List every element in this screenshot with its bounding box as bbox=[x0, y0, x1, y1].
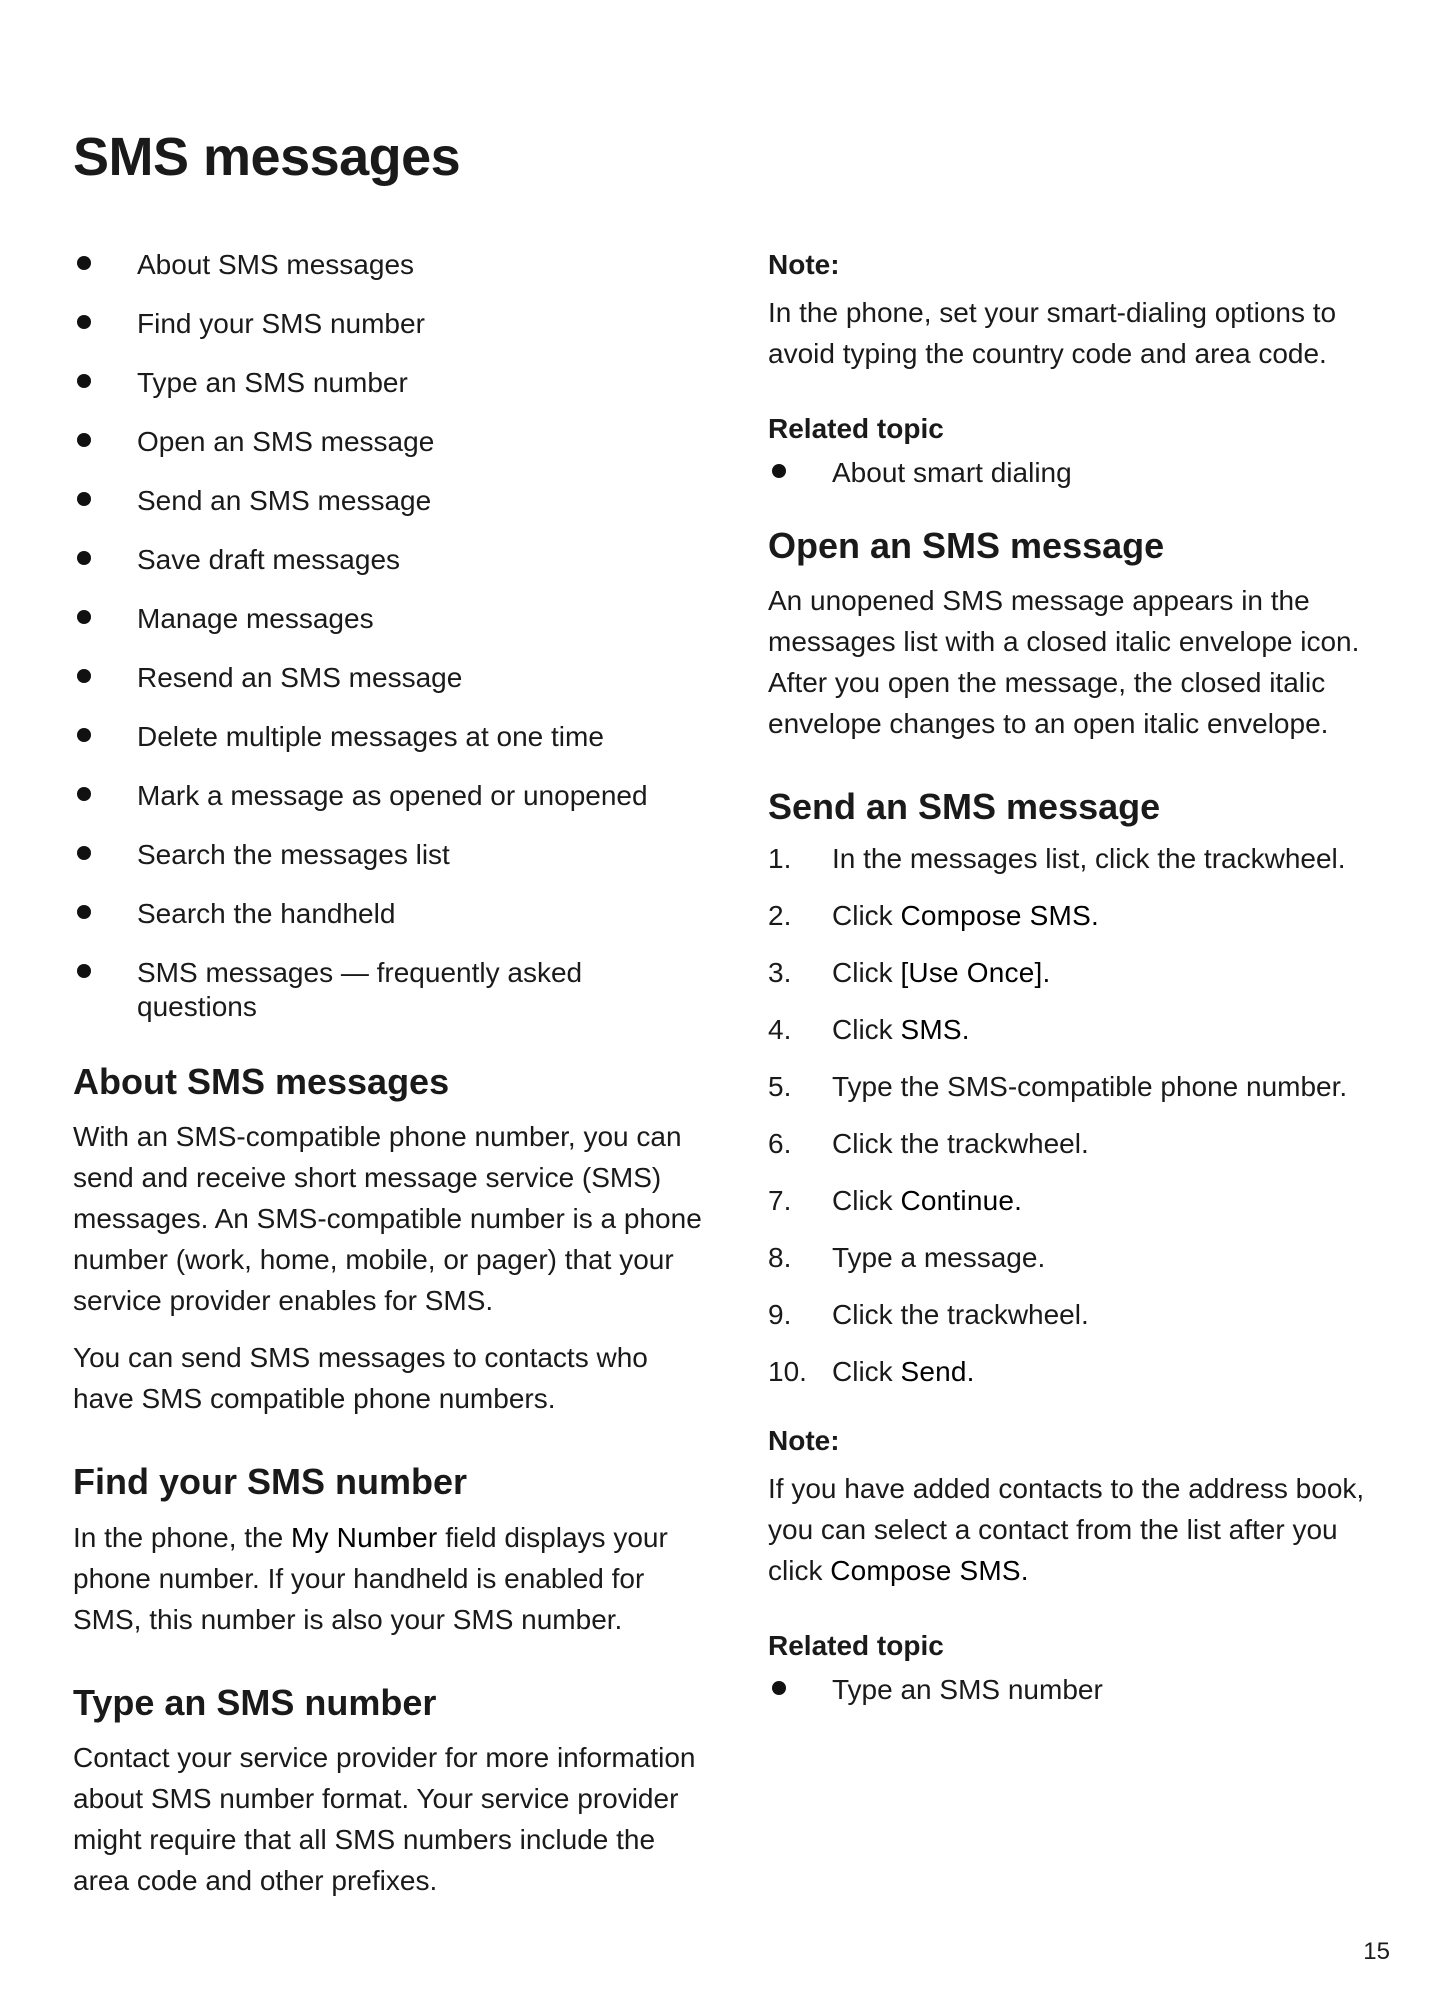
step-item bbox=[768, 1127, 1368, 1161]
open-heading: Open an SMS message bbox=[768, 525, 1165, 566]
step-number: 6. bbox=[768, 1127, 792, 1159]
related-topic-2 bbox=[768, 1629, 1368, 1707]
bullet-icon bbox=[77, 846, 91, 860]
related-topic-1-label: Related topic bbox=[768, 413, 944, 444]
toc-item-label: Mark a message as opened or unopened bbox=[137, 780, 648, 811]
bullet-icon bbox=[77, 315, 91, 329]
step-number: 10. bbox=[768, 1355, 807, 1387]
step-item bbox=[768, 1070, 1368, 1104]
step-number: 7. bbox=[768, 1184, 792, 1216]
step-term: [Use Once]. bbox=[900, 956, 1051, 988]
about-section bbox=[73, 1061, 703, 1419]
right-column bbox=[768, 248, 1368, 1732]
step-text: Click bbox=[832, 956, 901, 988]
step-text: Type the SMS-compatible phone number. bbox=[832, 1070, 1348, 1102]
toc-item[interactable] bbox=[73, 838, 703, 872]
bullet-icon bbox=[77, 551, 91, 565]
bullet-icon bbox=[772, 1681, 786, 1695]
step-term: Continue. bbox=[900, 1184, 1023, 1216]
type-paragraph: Contact your service provider for more information about SMS number format. Your service provider might require that all SMS numbers include the area code and other prefixes. bbox=[73, 1742, 696, 1897]
toc-item-label: Type an SMS number bbox=[137, 367, 408, 398]
bullet-icon bbox=[77, 433, 91, 447]
step-item bbox=[768, 1184, 1368, 1218]
toc-item-label: About SMS messages bbox=[137, 249, 415, 280]
open-section bbox=[768, 525, 1368, 744]
related-topic-1-item: About smart dialing bbox=[832, 457, 1072, 488]
toc-item[interactable] bbox=[73, 602, 703, 636]
page-title: SMS messages bbox=[73, 127, 461, 187]
related-topic-2-item: Type an SMS number bbox=[832, 1673, 1103, 1705]
toc-item[interactable] bbox=[73, 543, 703, 577]
step-item bbox=[768, 1013, 1368, 1047]
related-topic-1-list bbox=[768, 456, 1368, 490]
type-heading: Type an SMS number bbox=[73, 1681, 437, 1723]
find-section bbox=[73, 1461, 703, 1639]
bullet-icon bbox=[77, 610, 91, 624]
note-2-text-before: If you have added contacts to the address book, you can select a contact from the list after you click bbox=[768, 1472, 1365, 1586]
send-heading: Send an SMS message bbox=[768, 786, 1161, 828]
step-text: In the messages list, click the trackwheel. bbox=[832, 842, 1346, 874]
step-item bbox=[768, 956, 1368, 990]
type-section bbox=[73, 1682, 703, 1901]
note-1 bbox=[768, 248, 1368, 374]
step-term: Compose SMS. bbox=[900, 899, 1099, 931]
step-text: Click the trackwheel. bbox=[832, 1127, 1089, 1159]
about-heading: About SMS messages bbox=[73, 1061, 450, 1102]
toc-item-label: Delete multiple messages at one time bbox=[137, 721, 604, 752]
bullet-icon bbox=[77, 728, 91, 742]
related-topic-link[interactable] bbox=[768, 456, 1368, 490]
step-number: 3. bbox=[768, 956, 792, 988]
step-item bbox=[768, 1355, 1368, 1389]
toc-item-label: Resend an SMS message bbox=[137, 662, 463, 693]
bullet-icon bbox=[77, 669, 91, 683]
step-item bbox=[768, 842, 1368, 876]
step-number: 4. bbox=[768, 1013, 792, 1045]
step-number: 5. bbox=[768, 1070, 792, 1102]
toc-item[interactable] bbox=[73, 484, 703, 518]
toc-item-label: Find your SMS number bbox=[137, 308, 425, 339]
note-2-label: Note: bbox=[768, 1424, 840, 1456]
toc-item-label: Manage messages bbox=[137, 603, 374, 634]
find-text-after: field displays your phone number. If your handheld is enabled for SMS, this number is also your SMS number. bbox=[73, 1521, 668, 1635]
toc-item[interactable] bbox=[73, 956, 703, 1024]
my-number-term: My Number bbox=[290, 1521, 438, 1553]
step-text: Click the trackwheel. bbox=[832, 1298, 1089, 1330]
open-paragraph: An unopened SMS message appears in the messages list with a closed italic envelope icon. After you open the message, the closed italic envelope changes to an open italic envelope. bbox=[768, 585, 1360, 740]
bullet-icon bbox=[77, 964, 91, 978]
about-paragraph-2: You can send SMS messages to contacts who have SMS compatible phone numbers. bbox=[73, 1342, 648, 1415]
step-text: Type a message. bbox=[832, 1241, 1046, 1273]
step-text: Click bbox=[832, 1184, 901, 1216]
note-1-text: In the phone, set your smart-dialing options to avoid typing the country code and area code. bbox=[768, 297, 1337, 369]
toc-item-label: Search the handheld bbox=[137, 898, 396, 929]
bullet-icon bbox=[77, 905, 91, 919]
toc-item[interactable] bbox=[73, 720, 703, 754]
page-number: 15 bbox=[1363, 1938, 1390, 1965]
related-topic-2-label: Related topic bbox=[768, 1629, 944, 1661]
related-topic-link[interactable] bbox=[768, 1673, 1368, 1707]
step-number: 2. bbox=[768, 899, 792, 931]
find-paragraph bbox=[73, 1517, 703, 1640]
note-2-text bbox=[768, 1468, 1368, 1591]
toc-item-label: Search the messages list bbox=[137, 839, 450, 870]
step-item bbox=[768, 1241, 1368, 1275]
step-text: Click bbox=[832, 1013, 901, 1045]
toc-item-label: SMS messages — frequently asked questions bbox=[137, 957, 583, 1022]
note-1-label: Note: bbox=[768, 249, 840, 280]
toc-item[interactable] bbox=[73, 425, 703, 459]
left-column bbox=[73, 248, 703, 1917]
bullet-icon bbox=[77, 374, 91, 388]
about-paragraph-1: With an SMS-compatible phone number, you can send and receive short message service (SMS) messages. An SMS-compatible number is a phone number (work, home, mobile, or pager) that your service provider enables for SMS. bbox=[73, 1121, 702, 1317]
step-number: 1. bbox=[768, 842, 792, 874]
bullet-icon bbox=[77, 787, 91, 801]
send-steps bbox=[768, 842, 1368, 1389]
step-text: Click bbox=[832, 1355, 901, 1387]
find-text-before: In the phone, the bbox=[73, 1521, 291, 1553]
toc-item[interactable] bbox=[73, 366, 703, 400]
related-topic-2-list bbox=[768, 1673, 1368, 1707]
toc-item[interactable] bbox=[73, 897, 703, 931]
note-2 bbox=[768, 1424, 1368, 1591]
step-item bbox=[768, 1298, 1368, 1332]
toc-item-label: Send an SMS message bbox=[137, 485, 432, 516]
toc-list bbox=[73, 248, 703, 1024]
related-topic-1 bbox=[768, 412, 1368, 490]
bullet-icon bbox=[77, 256, 91, 270]
toc-item[interactable] bbox=[73, 779, 703, 813]
bullet-icon bbox=[77, 492, 91, 506]
toc-item-label: Save draft messages bbox=[137, 544, 401, 575]
toc-item[interactable] bbox=[73, 661, 703, 695]
step-number: 8. bbox=[768, 1241, 792, 1273]
find-heading: Find your SMS number bbox=[73, 1461, 468, 1503]
toc-item-label: Open an SMS message bbox=[137, 426, 435, 457]
step-text: Click bbox=[832, 899, 901, 931]
bullet-icon bbox=[772, 464, 786, 478]
send-section bbox=[768, 786, 1368, 1388]
step-term: SMS. bbox=[900, 1013, 970, 1045]
compose-sms-term: Compose SMS. bbox=[830, 1554, 1029, 1586]
toc-item[interactable] bbox=[73, 307, 703, 341]
step-number: 9. bbox=[768, 1298, 792, 1330]
step-item bbox=[768, 899, 1368, 933]
toc-item[interactable] bbox=[73, 248, 703, 282]
step-term: Send. bbox=[900, 1355, 975, 1387]
